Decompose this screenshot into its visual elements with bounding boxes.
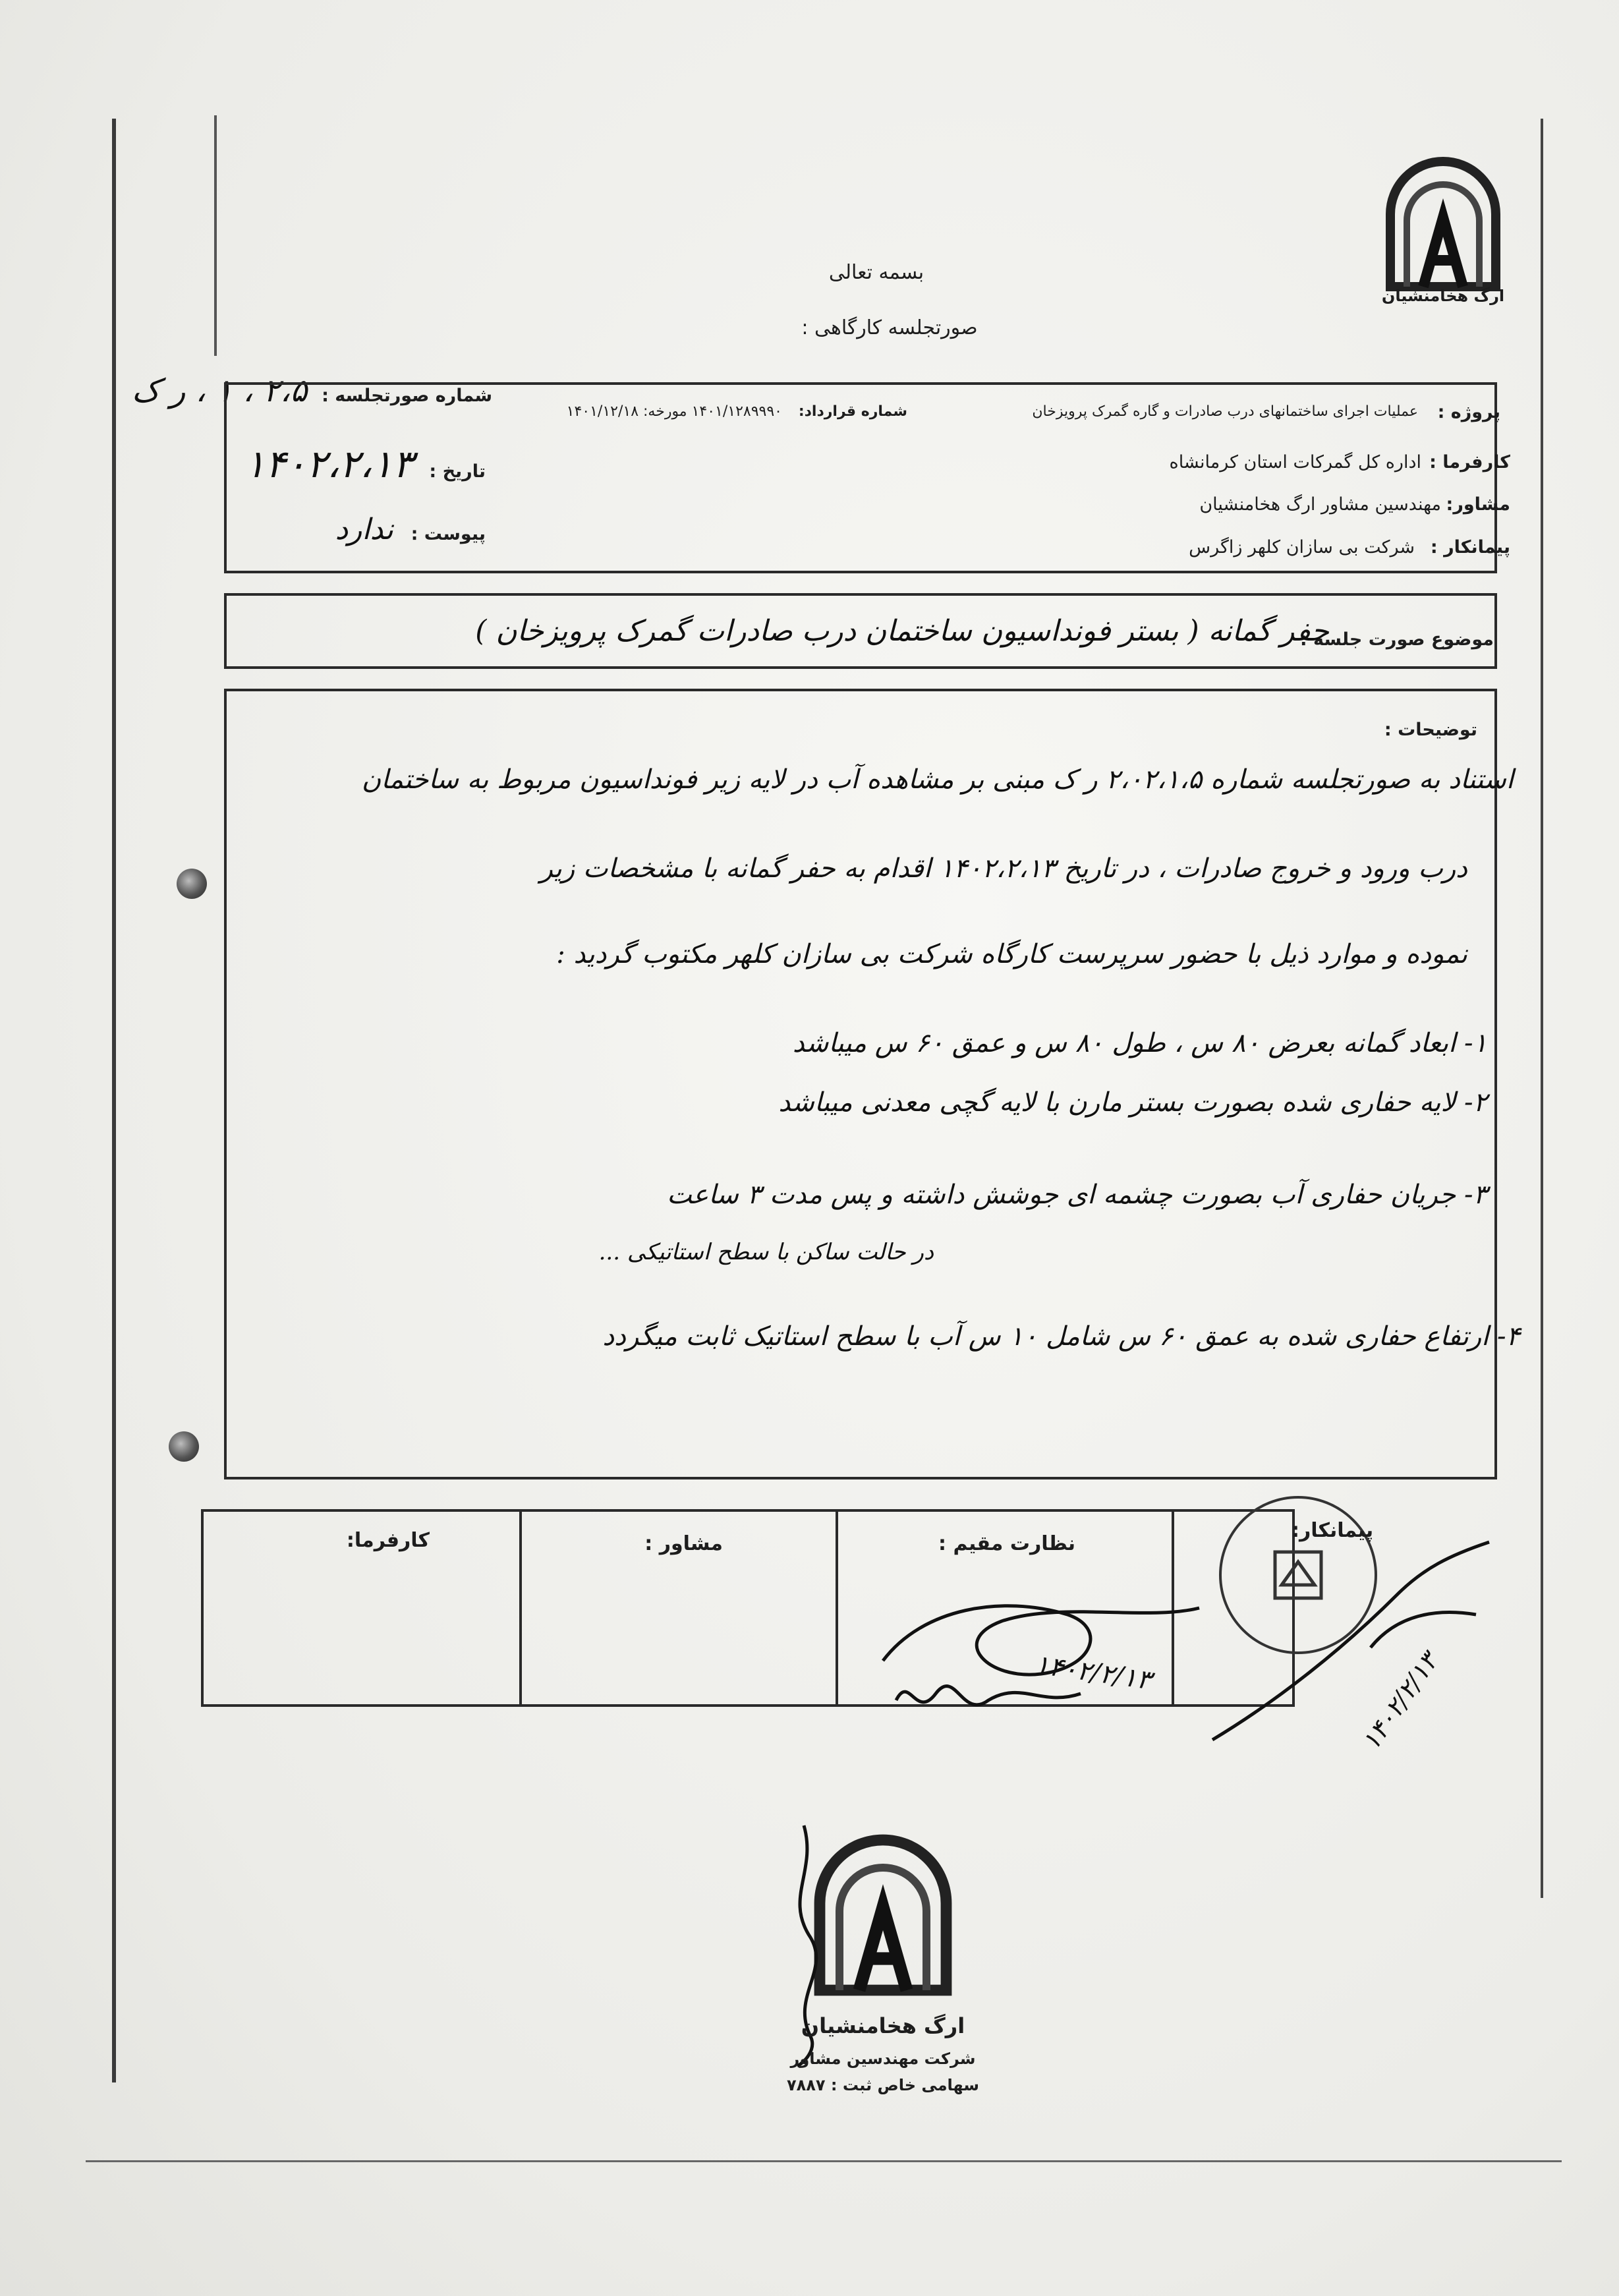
- contractor-label: پیمانکار :: [1430, 537, 1510, 558]
- description-line-3: نموده و موارد ذیل با حضور سرپرست کارگاه شرکت بی سازان کلهر مکتوب گردید :: [556, 939, 1467, 969]
- date-label: تاریخ :: [429, 461, 486, 482]
- contract-label: شماره قرارداد:: [798, 403, 907, 420]
- consultant-value: مهندسین مشاور ارگ هخامنشیان: [1199, 494, 1441, 515]
- employer-label: کارفرما :: [1429, 452, 1510, 473]
- consultant-signature-label: مشاور :: [644, 1532, 723, 1555]
- description-line-2: درب ورود و خروج صادرات ، در تاریخ ۱۴۰۲،۲،۱۳ اقدام به حفر گمانه با مشخصات زیر: [540, 853, 1467, 884]
- company-logo-top: [1377, 155, 1509, 303]
- frame-bottom-line: [86, 2160, 1562, 2162]
- description-line-7: در حالت ساکن با سطح استاتیکی ...: [598, 1239, 934, 1265]
- supervision-signature-date: ۱۴۰۲/۲/۱۳: [1033, 1649, 1153, 1696]
- consultant-label: مشاور:: [1446, 494, 1510, 515]
- logo-bottom-registration: سهامی خاص ثبت : ۷۸۸۷: [786, 2076, 980, 2094]
- description-line-4: ۱- ابعاد گمانه بعرض ۸۰ س ، طول ۸۰ س و عمق ۶۰ س میباشد: [792, 1028, 1487, 1058]
- supervision-signature-label: نظارت مقیم :: [938, 1532, 1075, 1555]
- project-label: پروژه :: [1437, 402, 1500, 422]
- punch-hole-upper: [177, 869, 207, 899]
- contractor-signature-date: ۱۴۰۲/۲/۱۳: [1355, 1648, 1444, 1756]
- description-box: [224, 689, 1497, 1479]
- logo-bottom-name: ارگ هخامنشیان: [801, 2013, 965, 2038]
- attachment-label: پیوست :: [411, 524, 486, 544]
- punch-hole-lower: [169, 1431, 199, 1462]
- contractor-signature: [1199, 1516, 1502, 1766]
- employer-signature-label: کارفرما:: [346, 1529, 430, 1552]
- employer-value: اداره کل گمرکات استان کرمانشاه: [1169, 452, 1421, 473]
- minutes-number-handwritten: ۲،۵ ، ۱ ، ر ک: [132, 372, 308, 409]
- description-line-8: ۴- ارتفاع حفاری شده به عمق ۶۰ س شامل ۱۰ س آب با سطح استاتیک ثابت میگردد: [602, 1321, 1520, 1352]
- signature-divider-1: [519, 1509, 522, 1707]
- contractor-value: شرکت بی سازان کلهر زاگرس: [1189, 537, 1415, 558]
- description-label: توضیحات :: [1384, 720, 1477, 740]
- frame-right-line: [1541, 119, 1543, 1898]
- subject-value-handwritten: حفر گمانه ( بستر فونداسیون ساختمان درب صادرات گمرک پرویزخان ): [475, 614, 1329, 648]
- bismillah: بسمه تعالی: [828, 261, 924, 284]
- description-line-1: استناد به صورتجلسه شماره ۲،۰۲،۱،۵ ر ک مبنی بر مشاهده آب در لایه زیر فونداسیون مربوط به ساختمان: [361, 764, 1514, 795]
- description-line-6: ۳- جریان حفاری آب بصورت چشمه ای جوشش داشته و پس مدت ۳ ساعت: [667, 1180, 1487, 1210]
- project-value: عملیات اجرای ساختمانهای درب صادرات و گاره گمرک پرویزخان: [1032, 403, 1418, 420]
- minutes-number-label: شماره صورتجلسه :: [322, 386, 492, 406]
- date-value-handwritten: ۱۴۰۲،۲،۱۳: [244, 442, 413, 486]
- contract-value: ۱۴۰۱/۱۲۸۹۹۹۰ مورخه: ۱۴۰۱/۱۲/۱۸: [566, 403, 782, 420]
- logo-bottom-subtitle: شرکت مهندسین مشاور: [790, 2050, 976, 2068]
- frame-left-line: [112, 119, 116, 2082]
- subject-label: موضوع صورت جلسه :: [1299, 629, 1494, 650]
- frame-top-line: [214, 115, 217, 356]
- attachment-value-handwritten: ندارد: [335, 513, 393, 546]
- contractor-signature-label: پیمانکار:: [1292, 1519, 1374, 1542]
- document-title: صورتجلسه کارگاهی :: [801, 316, 978, 339]
- signature-divider-2: [836, 1509, 838, 1707]
- arg-logo-icon: [1377, 155, 1509, 303]
- description-line-5: ۲- لایه حفاری شده بصورت بستر مارن با لایه گچی معدنی میباشد: [778, 1087, 1487, 1118]
- logo-caption-top: ارگ هخامنشیان: [1381, 287, 1505, 305]
